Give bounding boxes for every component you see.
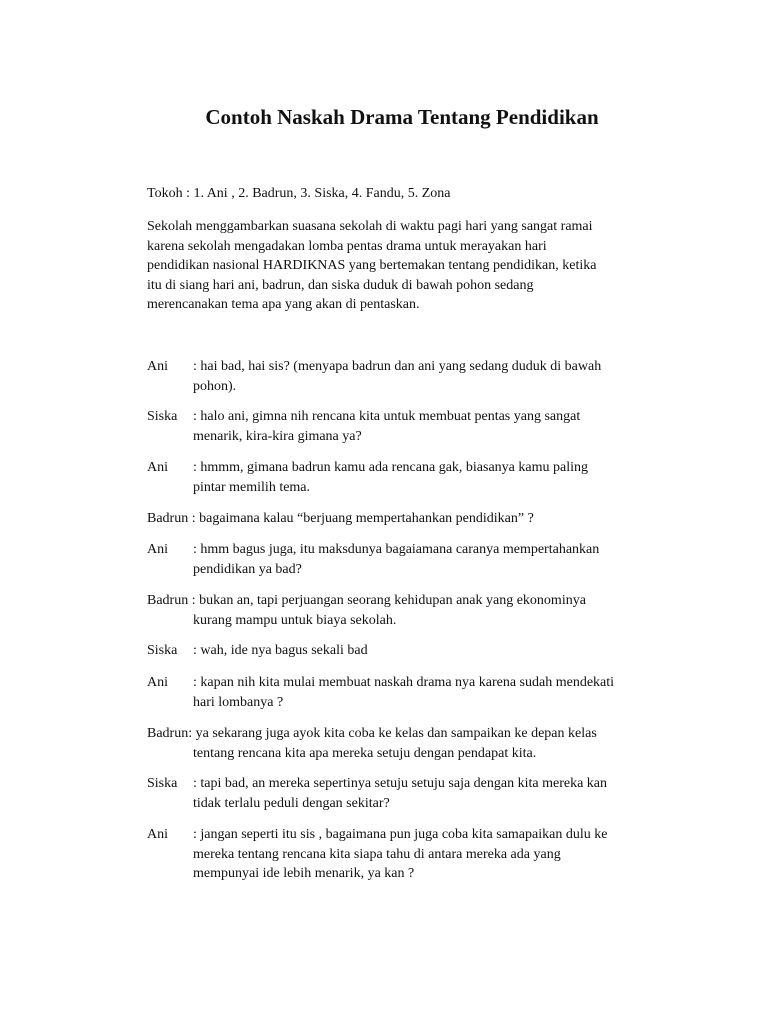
dialog-text: : hmm bagus juga, itu maksdunya bagaiamana caranya mempertahankan bbox=[193, 542, 600, 557]
page-title: Contoh Naskah Drama Tentang Pendidikan bbox=[205, 105, 599, 129]
intro-line: pendidikan nasional HARDIKNAS yang bertemakan tentang pendidikan, ketika bbox=[147, 258, 597, 273]
dialog-text: : hai bad, hai sis? (menyapa badrun dan ani yang sedang duduk di bawah bbox=[193, 359, 602, 374]
dialog-continuation: mempunyai ide lebih menarik, ya kan ? bbox=[193, 866, 415, 881]
dialog-continuation: kurang mampu untuk biaya sekolah. bbox=[193, 612, 397, 628]
dialog-entry bbox=[147, 641, 677, 661]
dialog-continuation: tidak terlalu peduli dengan sekitar? bbox=[193, 795, 390, 811]
dialog-continuation: hari lombanya ? bbox=[193, 694, 284, 710]
dialog-entry bbox=[147, 825, 677, 884]
speaker-name: Ani bbox=[147, 460, 168, 475]
dialog-text: : tapi bad, an mereka sepertinya setuju setuju saja dengan kita mereka kan bbox=[193, 776, 608, 791]
dialog-entry bbox=[147, 509, 677, 529]
dialog-first-line bbox=[147, 407, 677, 427]
dialog-first-line bbox=[147, 825, 677, 845]
dialog-entry bbox=[147, 673, 677, 712]
dialog-first-line bbox=[147, 724, 677, 744]
intro-line: merencanakan tema apa yang akan di pentaskan. bbox=[147, 297, 420, 312]
dialog-continuation: pohon). bbox=[193, 378, 237, 394]
speaker-name: Siska bbox=[147, 643, 178, 658]
intro-line: karena sekolah mengadakan lomba pentas drama untuk merayakan hari bbox=[147, 238, 547, 254]
dialog-first-line bbox=[147, 673, 677, 693]
dialog-entry bbox=[147, 591, 677, 630]
dialog-first-line bbox=[147, 458, 677, 478]
dialog-text: : hmmm, gimana badrun kamu ada rencana gak, biasanya kamu paling bbox=[193, 460, 588, 475]
speaker-name: Ani bbox=[147, 675, 168, 690]
speaker-name: Badrun: bbox=[147, 726, 193, 741]
dialog-text: ya sekarang juga ayok kita coba ke kelas dan sampaikan ke depan kelas bbox=[195, 726, 597, 741]
dialog-text: : kapan nih kita mulai membuat naskah drama nya karena sudah mendekati bbox=[193, 675, 615, 690]
dialog-entry bbox=[147, 458, 677, 497]
dialog-entry bbox=[147, 724, 677, 763]
speaker-name: Ani bbox=[147, 542, 168, 557]
cast-list: Tokoh : 1. Ani , 2. Badrun, 3. Siska, 4. Fandu, 5. Zona bbox=[147, 186, 451, 201]
speaker-name: Badrun bbox=[147, 593, 189, 608]
dialog-text: : wah, ide nya bagus sekali bad bbox=[193, 643, 368, 658]
dialog-first-line bbox=[147, 540, 677, 560]
dialog-continuation: mereka tentang rencana kita siapa tahu di antara mereka ada yang bbox=[193, 846, 561, 862]
speaker-name: Siska bbox=[147, 776, 178, 791]
dialog-entry bbox=[147, 357, 677, 396]
dialog-text: : jangan seperti itu sis , bagaimana pun juga coba kita samapaikan dulu ke bbox=[193, 827, 608, 842]
dialog-entry bbox=[147, 540, 677, 579]
dialog-text: : bukan an, tapi perjuangan seorang kehidupan anak yang ekonominya bbox=[191, 593, 586, 608]
dialog-continuation: pendidikan ya bad? bbox=[193, 561, 302, 577]
dialog-continuation: tentang rencana kita apa mereka setuju dengan pendapat kita. bbox=[193, 745, 537, 761]
speaker-name: Badrun bbox=[147, 511, 189, 526]
dialog-continuation: pintar memilih tema. bbox=[193, 479, 311, 495]
speaker-name: Siska bbox=[147, 409, 178, 424]
dialog-first-line bbox=[147, 641, 677, 661]
speaker-name: Ani bbox=[147, 827, 168, 842]
dialog-text: : bagaimana kalau “berjuang mempertahankan pendidikan” ? bbox=[191, 511, 534, 526]
intro-paragraph bbox=[147, 217, 667, 315]
dialog-entry bbox=[147, 407, 677, 446]
dialog-first-line bbox=[147, 774, 677, 794]
dialog-entry bbox=[147, 774, 677, 813]
dialog-first-line bbox=[147, 509, 677, 529]
dialog-text: : halo ani, gimna nih rencana kita untuk membuat pentas yang sangat bbox=[193, 409, 581, 424]
intro-line: Sekolah menggambarkan suasana sekolah di waktu pagi hari yang sangat ramai bbox=[147, 219, 593, 234]
dialog-continuation: menarik, kira-kira gimana ya? bbox=[193, 428, 362, 444]
intro-line: itu di siang hari ani, badrun, dan siska duduk di bawah pohon sedang bbox=[147, 277, 534, 293]
dialog-first-line bbox=[147, 591, 677, 611]
speaker-name: Ani bbox=[147, 359, 168, 374]
dialog-first-line bbox=[147, 357, 677, 377]
